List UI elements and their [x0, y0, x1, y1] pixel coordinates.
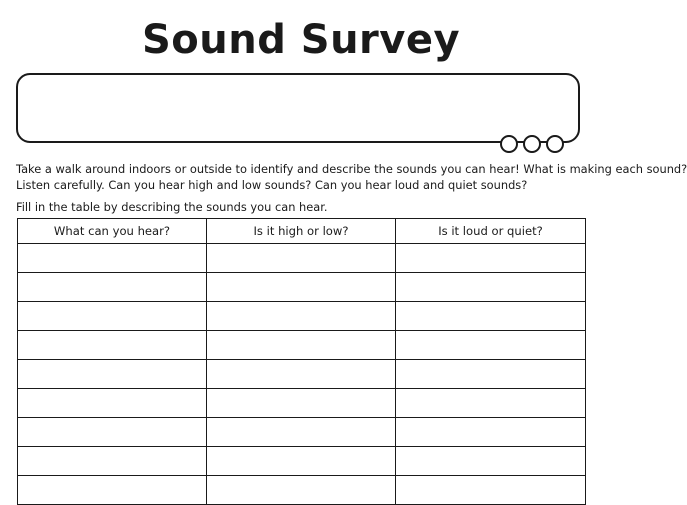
table-row	[18, 418, 586, 447]
table-row	[18, 244, 586, 273]
cell-high-or-low[interactable]	[207, 418, 396, 447]
cell-high-or-low[interactable]	[207, 360, 396, 389]
table-row	[18, 331, 586, 360]
table-row	[18, 476, 586, 505]
name-input-box[interactable]	[16, 73, 580, 143]
table-body	[18, 244, 586, 505]
cell-high-or-low[interactable]	[207, 476, 396, 505]
cell-what-can-you-hear[interactable]	[18, 244, 207, 273]
page-title: Sound Survey	[141, 17, 461, 63]
cell-loud-or-quiet[interactable]	[396, 360, 586, 389]
cell-what-can-you-hear[interactable]	[18, 360, 207, 389]
cell-high-or-low[interactable]	[207, 273, 396, 302]
header-loud-or-quiet: Is it loud or quiet?	[396, 219, 586, 244]
cell-what-can-you-hear[interactable]	[18, 476, 207, 505]
intro-line-2: Listen carefully. Can you hear high and low sounds? Can you hear loud and quiet sounds?	[16, 178, 528, 192]
cell-high-or-low[interactable]	[207, 389, 396, 418]
cell-loud-or-quiet[interactable]	[396, 476, 586, 505]
table-row	[18, 389, 586, 418]
cell-what-can-you-hear[interactable]	[18, 273, 207, 302]
cell-what-can-you-hear[interactable]	[18, 389, 207, 418]
decorative-circles	[500, 135, 570, 155]
cell-high-or-low[interactable]	[207, 331, 396, 360]
cell-loud-or-quiet[interactable]	[396, 331, 586, 360]
cell-loud-or-quiet[interactable]	[396, 273, 586, 302]
cell-loud-or-quiet[interactable]	[396, 389, 586, 418]
cell-what-can-you-hear[interactable]	[18, 447, 207, 476]
cell-loud-or-quiet[interactable]	[396, 447, 586, 476]
header-high-or-low: Is it high or low?	[207, 219, 396, 244]
table-row	[18, 360, 586, 389]
table-row	[18, 447, 586, 476]
cell-high-or-low[interactable]	[207, 244, 396, 273]
table-header-row	[18, 219, 586, 244]
circle-icon	[523, 135, 541, 153]
instruction-text: Fill in the table by describing the sounds you can hear.	[16, 200, 328, 214]
table-row	[18, 302, 586, 331]
cell-high-or-low[interactable]	[207, 447, 396, 476]
sound-survey-table	[17, 218, 586, 505]
cell-what-can-you-hear[interactable]	[18, 331, 207, 360]
intro-line-1: Take a walk around indoors or outside to identify and describe the sounds you can hear! What is making each sound?	[16, 162, 687, 176]
cell-what-can-you-hear[interactable]	[18, 418, 207, 447]
table-row	[18, 273, 586, 302]
cell-high-or-low[interactable]	[207, 302, 396, 331]
cell-loud-or-quiet[interactable]	[396, 418, 586, 447]
cell-loud-or-quiet[interactable]	[396, 244, 586, 273]
circle-icon	[500, 135, 518, 153]
cell-what-can-you-hear[interactable]	[18, 302, 207, 331]
circle-icon	[546, 135, 564, 153]
header-what-can-you-hear: What can you hear?	[18, 219, 207, 244]
cell-loud-or-quiet[interactable]	[396, 302, 586, 331]
